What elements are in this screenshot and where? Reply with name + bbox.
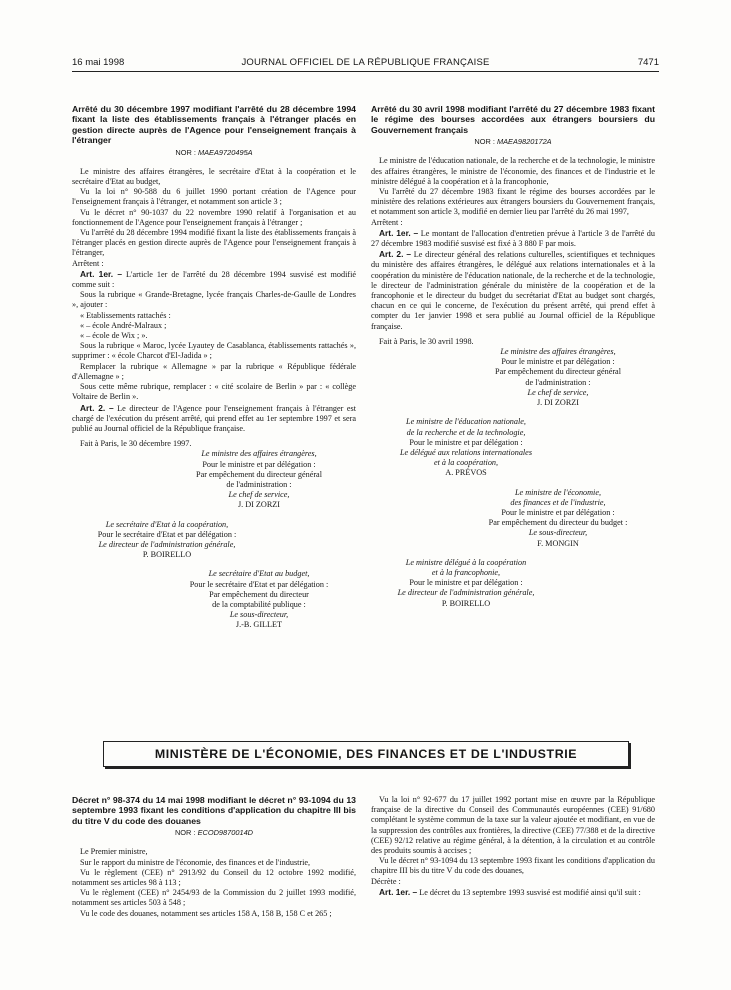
paragraph: Vu l'arrêté du 28 décembre 1994 modifié fixant la liste des établissements français à l'étranger placés en gestion directe auprès de l'Agence pour l'enseignement français à l'étranger, [72, 228, 356, 258]
paragraph: Vu le règlement (CEE) n° 2454/93 de la Commission du 2 juillet 1993 modifié, notamment ses articles 503 à 548 ; [72, 888, 356, 908]
page-header [72, 57, 659, 71]
page-number: 7471 [637, 57, 659, 68]
arretent-heading: Arrêtent : [371, 217, 403, 227]
paragraph: Vu l'arrêté du 27 décembre 1983 fixant le régime des bourses accordées par le ministère des relations extérieures aux étrangers boursiers du Gouvernement français, et notamment son article 3, modifié en dernier lieu par l'arrêté du 26 mai 1997, [371, 187, 655, 217]
journal-title: JOURNAL OFFICIEL DE LA RÉPUBLIQUE FRANÇAISE [241, 57, 490, 68]
arretent-heading: Arrêtent : [72, 258, 104, 268]
issue-date: 16 mai 1998 [72, 57, 125, 68]
article-line: « – école André-Malraux ; [80, 320, 167, 330]
paragraph: Vu la loi n° 92-677 du 17 juillet 1992 portant mise en œuvre par la République française de la directive du Conseil des Communautés européennes (CEE) 91/680 complétant le système commun de la taxe sur la valeur ajoutée et modifiant, en vue de la suppression des contrôles aux frontières, la directive (CEE) 77/388 et de la directive (CEE) 92/12 relative au régime général, à la détention, à la circulation et au contrôle des produits soumis à accises ; [371, 795, 655, 856]
right-decree [371, 104, 655, 609]
article-line: « Etablissements rattachés : [80, 310, 171, 320]
article-1: Art. 1er. – Le montant de l'allocation d'entretien prévue à l'article 3 de l'arrêté du 27 décembre 1983 modifié susvisé est fixé à 3 880 F par mois. [371, 227, 655, 249]
decree-98-374-continued [371, 795, 655, 898]
signature-block: Le ministre des affaires étrangères, Pour le ministre et par délégation : Par empêchement du directeur général de l'administration : Le chef de service, J. DI ZORZI [196, 449, 322, 510]
signature-block: Le secrétaire d'Etat à la coopération, Pour le secrétaire d'Etat et par délégation : Le directeur de l'administration générale, P. BOIRELLO [97, 519, 237, 560]
signature-block: Le ministre de l'économie, des finances et de l'industrie, Pour le ministre et par délégation : Par empêchement du directeur du budget : Le sous-directeur, F. MONGIN [488, 487, 628, 548]
paragraph: Vu le règlement (CEE) n° 2913/92 du Conseil du 12 octobre 1992 modifié, notamment ses articles 98 à 113 ; [72, 867, 356, 888]
article-line: Remplacer la rubrique « Allemagne » par la rubrique « République fédérale d'Allemagne » ; [72, 361, 356, 381]
decree-title: Décret n° 98-374 du 14 mai 1998 modifiant le décret n° 93-1094 du 13 septembre 1993 fixant les conditions d'application du chapitre III bis du titre V du code des douanes [72, 795, 356, 826]
article-line: « – école de Wix ; ». [80, 331, 148, 341]
paragraph: Le ministre de l'éducation nationale, de la recherche et de la technologie, le ministre des affaires étrangères, le ministre de l'économie, des finances et de l'industrie et le ministre délégué à la coopération et à la francophonie, [371, 156, 655, 186]
paragraph: Vu le décret n° 93-1094 du 13 septembre 1993 fixant les conditions d'application du chapitre III bis du titre V du code des douanes, [371, 856, 655, 876]
paragraph: Vu la loi n° 90-588 du 6 juillet 1990 portant création de l'Agence pour l'enseignement français à l'étranger, et notamment son article 3 ; [72, 187, 356, 207]
paragraph: Vu le décret n° 90-1037 du 22 novembre 1990 relatif à l'organisation et au fonctionnement de l'Agence pour l'enseignement français à l'étranger ; [72, 207, 356, 227]
signature-block: Le ministre des affaires étrangères, Pour le ministre et par délégation : Par empêchement du directeur général de l'administration : Le chef de service, J. DI ZORZI [495, 347, 621, 408]
nor-reference: NOR : MAEA9820172A [474, 137, 552, 147]
article-2: Art. 2. – Le directeur de l'Agence pour l'enseignement français à l'étranger est chargé de l'exécution du présent arrêté, qui prend effet au 1er septembre 1997 et sera publié au Journal officiel de la République française. [72, 402, 356, 433]
decree-title: Arrêté du 30 avril 1998 modifiant l'arrêté du 27 décembre 1983 fixant le régime des bourses accordées aux étrangers boursiers du Gouvernement français [371, 104, 655, 135]
signature-block: Le secrétaire d'Etat au budget, Pour le secrétaire d'Etat et par délégation : Par empêchement du directeur de la comptabilité publique : Le sous-directeur, J.-B. GILLET [189, 569, 329, 630]
article-line: Sous la rubrique « Maroc, lycée Lyautey de Casablanca, établissements rattachés », supprimer : « école Charcot d'El-Jadida » ; [72, 341, 356, 361]
article-line: Sous la rubrique « Grande-Bretagne, lycée français Charles-de-Gaulle de Londres », ajouter : [72, 290, 356, 310]
signature-date: Fait à Paris, le 30 décembre 1997. [80, 439, 192, 449]
article-2: Art. 2. – Le directeur général des relations culturelles, scientifiques et techniques du ministère des affaires étrangères, le délégué aux relations internationales et à la coopération du ministère de l'éducation nationale, de la recherche et de la technologie, le directeur de l'administration générale du ministère de la coopération et de la francophonie et le directeur du budget du secrétariat d'Etat au budget sont chargés, chacun en ce qui le concerne, de l'exécution du présent arrêté, qui prend effet à compter du 1er janvier 1998 et sera publié au Journal officiel de la République française. [371, 249, 655, 331]
nor-reference: NOR : MAEA9720495A [175, 147, 253, 157]
signature-date: Fait à Paris, le 30 avril 1998. [379, 336, 474, 346]
paragraph: Sur le rapport du ministre de l'économie, des finances et de l'industrie, [80, 857, 311, 867]
signature-block: Le ministre de l'éducation nationale, de la recherche et de la technologie, Pour le ministre et par délégation : Le délégué aux relations internationales et à la coopération, A. PRÉVOS [399, 417, 533, 478]
paragraph: Le Premier ministre, [80, 847, 148, 857]
signature-block: Le ministre délégué à la coopération et à la francophonie, Pour le ministre et par délégation : Le directeur de l'administration générale, P. BOIRELLO [397, 557, 535, 608]
nor-reference: NOR : ECOD9870014D [174, 828, 254, 838]
article-1: Art. 1er. – L'article 1er de l'arrêté du 28 décembre 1994 susvisé est modifié comme suit : [72, 268, 356, 290]
decree-title: Arrêté du 30 décembre 1997 modifiant l'arrêté du 28 décembre 1994 fixant la liste des établissements français à l'étranger placés en gestion directe auprès de l'Agence pour l'enseignement français à l'étranger [72, 104, 356, 146]
ministry-heading: MINISTÈRE DE L'ÉCONOMIE, DES FINANCES ET DE L'INDUSTRIE [103, 741, 629, 767]
header-rule [72, 71, 659, 72]
paragraph: Vu le code des douanes, notamment ses articles 158 A, 158 B, 158 C et 265 ; [80, 908, 332, 918]
paragraph: Le ministre des affaires étrangères, le secrétaire d'Etat à la coopération et le secrétaire d'Etat au budget, [72, 166, 356, 187]
article-line: Sous cette même rubrique, remplacer : « cité scolaire de Berlin » par : « collège Voltaire de Berlin ». [72, 382, 356, 402]
decree-98-374 [72, 795, 356, 919]
article-1: Art. 1er. – Le décret du 13 septembre 1993 susvisé est modifié ainsi qu'il suit : [379, 886, 641, 897]
decrete-heading: Décrète : [371, 876, 401, 886]
left-decree [72, 104, 356, 631]
